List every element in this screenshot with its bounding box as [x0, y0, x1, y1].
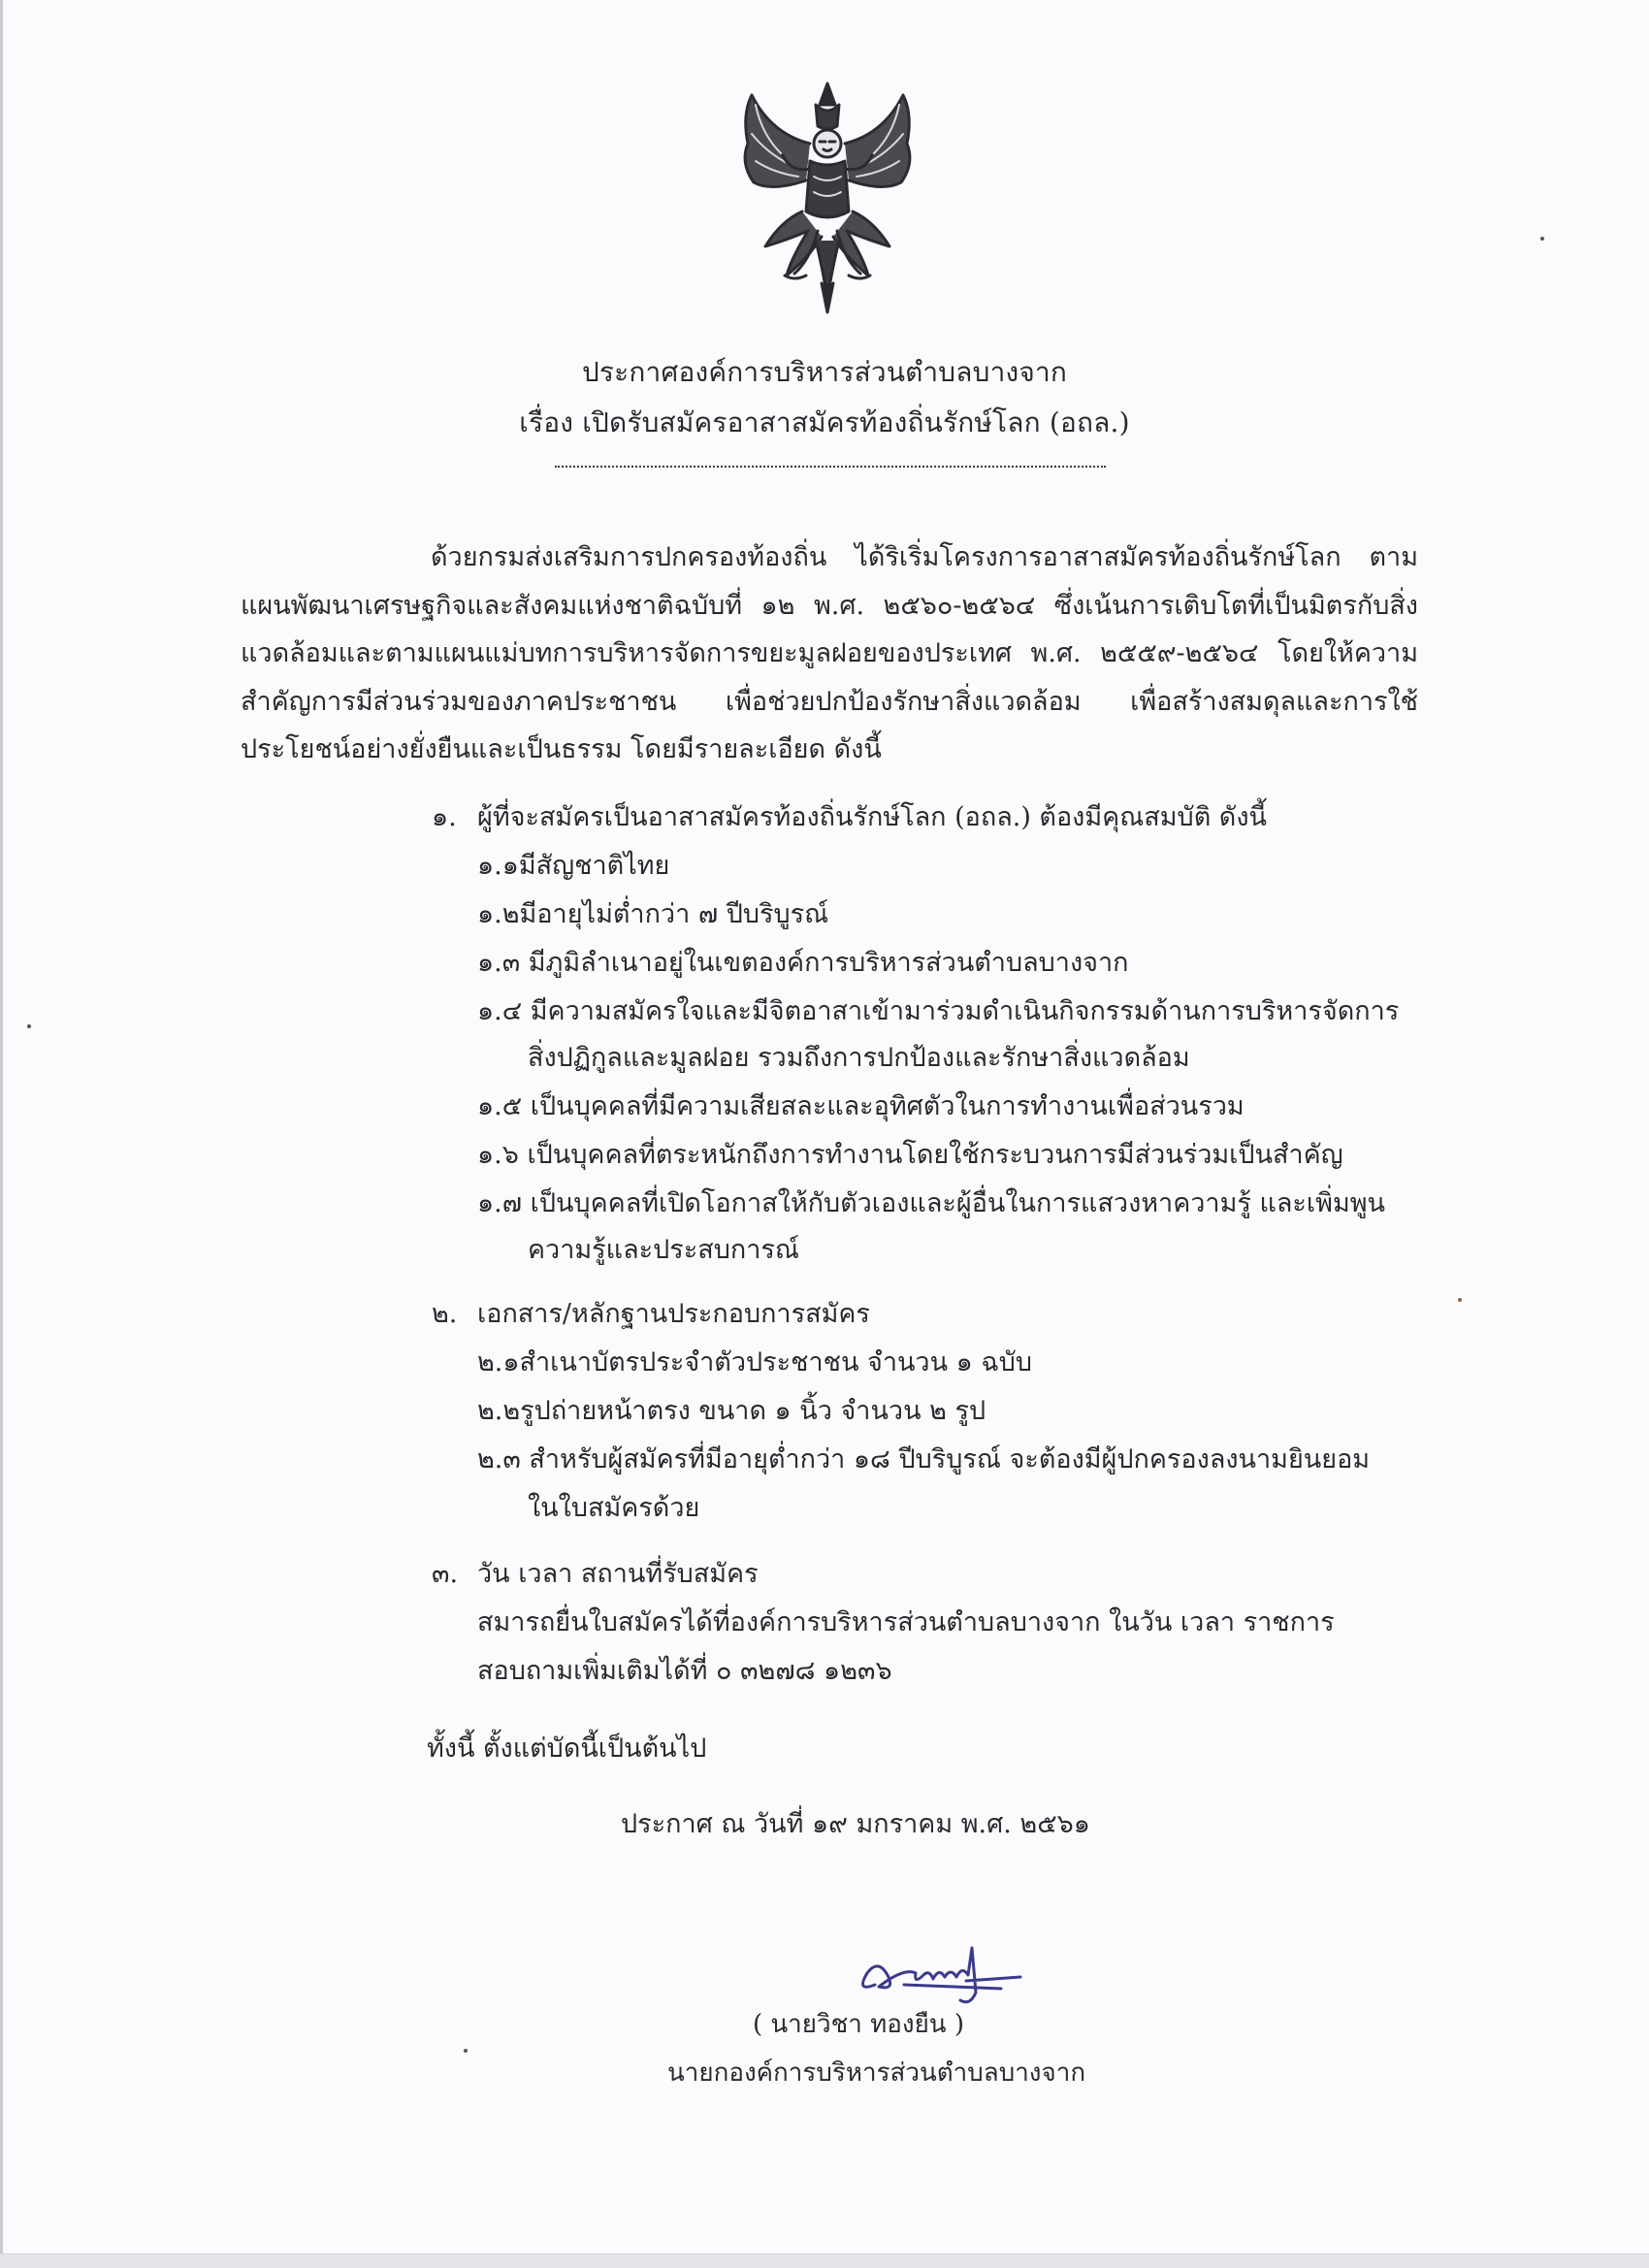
- section3-heading: วัน เวลา สถานที่รับสมัคร: [477, 1559, 759, 1589]
- announcement-title: ประกาศองค์การบริหารส่วนตำบลบางจาก: [581, 356, 1068, 388]
- announcement-subject: เรื่อง เปิดรับสมัครอาสาสมัครท้องถิ่นรักษ์โลก (อถล.): [519, 406, 1130, 438]
- section1-item-continuation: สิ่งปฏิกูลและมูลฝอย รวมถึงการปกป้องและรักษาสิ่งแวดล้อม: [528, 1043, 1190, 1073]
- section1-item: ๑.๕ เป็นบุคคลที่มีความเสียสละและอุทิศตัวในการทำงานเพื่อส่วนรวม: [477, 1091, 1245, 1121]
- section3-detail: สมารถยื่นใบสมัครได้ที่องค์การบริหารส่วนตำบลบางจาก ในวัน เวลา ราชการ: [477, 1607, 1335, 1637]
- section1-item-continuation: ความรู้และประสบการณ์: [528, 1235, 799, 1265]
- section1-heading: ผู้ที่จะสมัครเป็นอาสาสมัครท้องถิ่นรักษ์โลก (อถล.) ต้องมีคุณสมบัติ ดังนี้: [477, 802, 1267, 832]
- section1-item: ๑.๓ มีภูมิลำเนาอยู่ในเขตองค์การบริหารส่วนตำบลบางจาก: [477, 948, 1129, 978]
- section1-number: ๑.: [432, 802, 457, 832]
- page-edge-bottom: [0, 2253, 1649, 2268]
- scan-speck: [464, 2049, 468, 2053]
- section2-item: ๒.๓ สำหรับผู้สมัครที่มีอายุต่ำกว่า ๑๘ ปีบริบูรณ์ จะต้องมีผู้ปกครองลงนามยินยอม: [477, 1444, 1371, 1474]
- garuda-emblem-icon: [713, 76, 942, 318]
- section1-item: ๑.๖ เป็นบุคคลที่ตระหนักถึงการทำงานโดยใช้กระบวนการมีส่วนร่วมเป็นสำคัญ: [477, 1140, 1343, 1170]
- section2-item: ๒.๒รูปถ่ายหน้าตรง ขนาด ๑ นิ้ว จำนวน ๒ รูป: [477, 1396, 986, 1426]
- section1-item: ๑.๗ เป็นบุคคลที่เปิดโอกาสให้กับตัวเองและผู้อื่นในการแสวงหาความรู้ และเพิ่มพูน: [477, 1188, 1386, 1218]
- closing-statement: ทั้งนี้ ตั้งแต่บัดนี้เป็นต้นไป: [427, 1733, 707, 1764]
- scan-speck: [1458, 1298, 1462, 1302]
- dotted-divider: [555, 466, 1106, 468]
- section1-item: ๑.๒มีอายุไม่ต่ำกว่า ๗ ปีบริบูรณ์: [477, 899, 829, 929]
- intro-text: ด้วยกรมส่งเสริมการปกครองท้องถิ่น ได้ริเริ่มโครงการอาสาสมัครท้องถิ่นรักษ์โลก ตามแผนพัฒนาเศรษฐกิจและสังคมแห่งชาติฉบับที่ ๑๒ พ.ศ. ๒๕๖๐-๒๕๖๔ ซึ่งเน้นการเติบโตที่เป็นมิตรกับสิ่งแวดล้อมและตามแผนแม่บทการบริหารจัดการขยะมูลฝอยของประเทศ พ.ศ. ๒๕๕๙-๒๕๖๔ โดยให้ความสำคัญการมีส่วนร่วมของภาคประชาชน เพื่อช่วยปกป้องรักษาสิ่งแวดล้อม เพื่อสร้างสมดุลและการใช้ประโยชน์อย่างยั่งยืนและเป็นธรรม โดยมีรายละเอียด ดังนี้: [241, 542, 1418, 764]
- intro-paragraph: [241, 534, 1418, 774]
- section2-item: ๒.๑สำเนาบัตรประจำตัวประชาชน จำนวน ๑ ฉบับ: [477, 1347, 1033, 1377]
- page-edge-left: [0, 0, 3, 2268]
- section2-heading: เอกสาร/หลักฐานประกอบการสมัคร: [477, 1299, 870, 1329]
- section2-number: ๒.: [432, 1299, 458, 1329]
- section1-item: ๑.๑มีสัญชาติไทย: [477, 851, 670, 881]
- scan-speck: [27, 1024, 31, 1028]
- section3-number: ๓.: [432, 1559, 459, 1589]
- announcement-date: ประกาศ ณ วันที่ ๑๙ มกราคม พ.ศ. ๒๕๖๑: [621, 1809, 1090, 1839]
- signatory-position: นายกองค์การบริหารส่วนตำบลบางจาก: [667, 2058, 1086, 2088]
- signatory-name: ( นายวิชา ทองยืน ): [753, 2010, 964, 2039]
- section1-item: ๑.๔ มีความสมัครใจและมีจิตอาสาเข้ามาร่วมดำเนินกิจกรรมด้านการบริหารจัดการ: [477, 996, 1400, 1026]
- section3-contact: สอบถามเพิ่มเติมได้ที่ ๐ ๓๒๗๘ ๑๒๓๖: [477, 1656, 892, 1686]
- scan-speck: [1540, 237, 1544, 241]
- section2-item-continuation: ในใบสมัครด้วย: [528, 1493, 700, 1523]
